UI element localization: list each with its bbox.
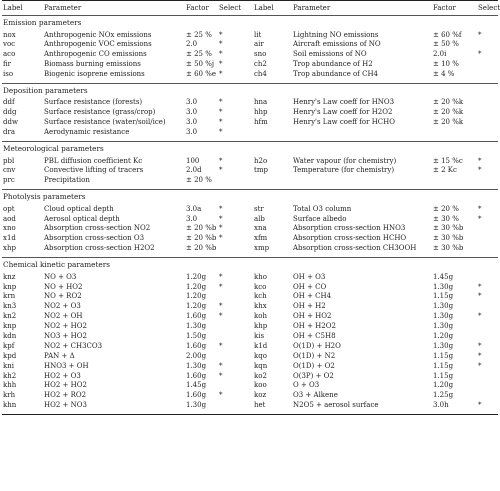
cell-select-right: * [478,341,482,350]
cell-factor: 3.0 [186,98,198,107]
cell-parameter: Anthropogenic NOx emissions [44,30,152,39]
cell-parameter-right: Soil emissions of NO [293,50,367,59]
cell-label: nox [3,30,16,39]
cell-factor-right: 1.30g [433,312,454,321]
header-label: Label [3,4,23,12]
cell-label: dra [3,128,16,137]
table-row [2,50,498,60]
table-row [2,118,498,128]
cell-parameter-right: Absorption cross-section CH3OOH [293,244,417,253]
cell-select: * [219,272,223,281]
cell-parameter: PAN + Δ [44,351,75,360]
table-row [2,98,498,108]
cell-label-right: xna [254,224,267,233]
cell-factor-right: 1.30g [433,282,454,291]
cell-select: * [219,70,223,79]
cell-label-right: air [254,40,264,49]
table-row [2,157,498,167]
cell-parameter: Cloud optical depth [44,204,114,213]
table-row [2,391,498,401]
cell-select-right: * [478,214,482,223]
cell-parameter-right: Absorption cross-section HNO3 [293,224,406,233]
cell-factor-right: 1.30g [433,302,454,311]
cell-factor-right: 1.30g [433,341,454,350]
table-row [2,40,498,50]
cell-factor: 1.45g [186,381,207,390]
cell-factor-right: ± 50 % [433,40,459,49]
cell-parameter: HO2 + O3 [44,371,81,380]
cell-factor: 3.0a [186,204,202,213]
cell-factor: ± 20 %b [186,234,217,243]
cell-label: kh2 [3,371,17,380]
cell-factor-right: ± 60 %f [433,30,462,39]
cell-select: * [219,224,223,233]
cell-label: prc [3,176,15,185]
cell-factor: 1.60g [186,371,207,380]
cell-select: * [219,156,223,165]
table-row [2,401,498,411]
table-row [2,273,498,283]
cell-label: pbl [3,156,15,165]
cell-select: * [219,166,223,175]
cell-parameter-right: OH + H2O2 [293,322,336,331]
cell-select-right: * [478,166,482,175]
cell-parameter-right: Henry's Law coeff for H2O2 [293,108,393,117]
cell-label: iso [3,70,14,79]
cell-parameter: NO2 + CH3CO3 [44,341,103,350]
cell-select: * [219,302,223,311]
cell-label: krh [3,391,16,400]
cell-select: * [219,361,223,370]
cell-parameter: Aerodynamic resistance [44,128,130,137]
table-row [2,128,498,138]
cell-label-right: hna [254,98,268,107]
cell-parameter-right: Total O3 column [293,204,352,213]
cell-label: voc [3,40,16,49]
cell-parameter: Absorption cross-section H2O2 [44,244,155,253]
cell-parameter: NO3 + HO2 [44,331,87,340]
cell-select: * [219,214,223,223]
table-row [2,302,498,312]
cell-factor: 1.60g [186,391,207,400]
cell-label: ddf [3,98,15,107]
cell-factor: ± 20 %b [186,244,217,253]
cell-parameter: Aerosol optical depth [44,214,120,223]
cell-parameter-right: Henry's Law coeff for HNO3 [293,98,395,107]
cell-factor: ± 50 %j [186,60,215,69]
cell-select: * [219,50,223,59]
cell-factor-right: 1.15g [433,371,454,380]
cell-select-right: * [478,292,482,301]
cell-factor: 3.0 [186,214,198,223]
cell-factor: 1.30g [186,401,207,410]
cell-parameter-right: OH + H2 [293,302,326,311]
cell-factor: 3.0 [186,128,198,137]
cell-label-right: ch2 [254,60,267,69]
cell-label-right: h2o [254,156,268,165]
cell-label-right: xmp [254,244,270,253]
cell-select: * [219,128,223,137]
cell-select: * [219,204,223,213]
cell-label-right: koh [254,312,267,321]
cell-select-right: * [478,312,482,321]
cell-label-right: khp [254,322,268,331]
cell-parameter: Anthropogenic CO emissions [44,50,147,59]
cell-label-right: koo [254,381,267,390]
cell-label-right: str [254,204,264,213]
table-bottom-rule [2,414,498,415]
table-row [2,362,498,372]
cell-factor: 100 [186,156,200,165]
cell-label-right: hhp [254,108,268,117]
cell-select: * [219,391,223,400]
cell-label-right: hfm [254,118,268,127]
cell-parameter: Surface resistance (forests) [44,98,143,107]
cell-factor: 3.0 [186,118,198,127]
cell-parameter-right: Water vapour (for chemistry) [293,156,397,165]
cell-label-right: kho [254,272,267,281]
cell-parameter: Biomass burning emissions [44,60,141,69]
cell-factor-right: ± 30 % [433,214,459,223]
cell-factor: 2.0 [186,40,198,49]
cell-factor: 1.20g [186,302,207,311]
cell-factor-right: ± 4 % [433,70,455,79]
header-select: Select [219,4,242,12]
table-body [2,15,498,414]
cell-select: * [219,60,223,69]
header-parameter-right: Parameter [293,4,331,12]
table-row [2,352,498,362]
cell-select: * [219,234,223,243]
cell-parameter: Absorption cross-section NO2 [44,224,151,233]
header-label-right: Label [254,4,274,12]
cell-label: kn2 [3,312,17,321]
cell-parameter-right: O(1D) + N2 [293,351,336,360]
cell-label: xno [3,224,16,233]
cell-factor-right: ± 30 %b [433,224,464,233]
cell-parameter: Anthropogenic VOC emissions [44,40,152,49]
cell-label: opt [3,204,15,213]
cell-factor-right: 1.15g [433,361,454,370]
cell-parameter: Biogenic isoprene emissions [44,70,145,79]
cell-parameter-right: Temperature (for chemistry) [293,166,395,175]
cell-parameter: NO2 + OH [44,312,83,321]
table-row [2,60,498,70]
cell-factor-right: 1.15g [433,351,454,360]
cell-select: * [219,312,223,321]
cell-factor: 1.20g [186,282,207,291]
cell-parameter-right: OH + O3 [293,272,326,281]
cell-select-right: * [478,156,482,165]
cell-label: khh [3,381,17,390]
header-select-right: Select [478,4,500,12]
table-row [2,332,498,342]
cell-factor: 1.30g [186,361,207,370]
cell-factor-right: 1.20g [433,331,454,340]
cell-select-right: * [478,361,482,370]
cell-parameter-right: Aircraft emissions of NO [293,40,381,49]
cell-factor: ± 20 % [186,176,212,185]
table-row [2,224,498,234]
cell-factor-right: 1.25g [433,391,454,400]
cell-select: * [219,108,223,117]
cell-parameter: NO + HO2 [44,282,83,291]
cell-factor-right: ± 10 % [433,60,459,69]
section-title: Emission parameters [3,18,82,27]
cell-factor-right: ± 30 %b [433,234,464,243]
cell-factor-right: 1.20g [433,381,454,390]
cell-parameter-right: O(3P) + O2 [293,371,334,380]
cell-parameter: Absorption cross-section O3 [44,234,145,243]
cell-label: ddw [3,118,18,127]
table-row [2,31,498,41]
cell-select-right: * [478,30,482,39]
cell-parameter-right: O3 + Alkene [293,391,338,400]
cell-select: * [219,282,223,291]
cell-parameter-right: Trop abundance of CH4 [293,70,379,79]
header-factor-right: Factor [433,4,456,12]
parameter-table [2,0,498,415]
cell-label-right: ch4 [254,70,267,79]
cell-parameter-right: OH + HO2 [293,312,332,321]
cell-label: kdn [3,331,17,340]
cell-select-right: * [478,401,482,410]
cell-label: khn [3,401,17,410]
cell-select: * [219,98,223,107]
cell-label: ddg [3,108,17,117]
cell-label: fir [3,60,12,69]
table-row [2,244,498,254]
table-row [2,381,498,391]
cell-label: aco [3,50,16,59]
table-row [2,70,498,80]
cell-label-right: kqn [254,361,268,370]
cell-parameter: NO + RO2 [44,292,82,301]
cell-factor: 1.20g [186,272,207,281]
cell-factor: 1.30g [186,322,207,331]
cell-factor-right: 3.0h [433,401,449,410]
cell-factor-right: ± 20 % [433,204,459,213]
cell-label-right: sno [254,50,267,59]
cell-factor: ± 60 %e [186,70,217,79]
cell-parameter: Convective lifting of tracers [44,166,144,175]
cell-factor: 1.50g [186,331,207,340]
table-row [2,292,498,302]
cell-label: kni [3,361,14,370]
table-row [2,283,498,293]
cell-factor: 2.00g [186,351,207,360]
cell-select-right: * [478,282,482,291]
cell-label-right: kch [254,292,267,301]
cell-parameter: HO2 + NO3 [44,401,87,410]
cell-select: * [219,341,223,350]
cell-factor-right: 1.45g [433,272,454,281]
cell-label-right: alb [254,214,265,223]
cell-select-right: * [478,351,482,360]
section-title: Deposition parameters [3,85,88,95]
cell-label: cnv [3,166,16,175]
cell-label-right: khx [254,302,267,311]
cell-parameter: NO2 + O3 [44,302,81,311]
cell-parameter: Surface resistance (water/soil/ice) [44,118,166,127]
cell-factor-right: 1.30g [433,322,454,331]
cell-label-right: tmp [254,166,268,175]
table-row [2,234,498,244]
cell-factor: ± 25 % [186,30,212,39]
table-row [2,166,498,176]
cell-parameter: HO2 + HO2 [44,381,87,390]
cell-label: x1d [3,234,16,243]
cell-factor-right: ± 30 %b [433,244,464,253]
cell-select: * [219,118,223,127]
cell-select-right: * [478,50,482,59]
cell-label-right: xfm [254,234,268,243]
section-title: Meteorological parameters [3,144,104,154]
cell-label-right: k1d [254,341,268,350]
cell-parameter-right: O(1D) + H2O [293,341,341,350]
cell-label-right: het [254,401,266,410]
cell-select: * [219,371,223,380]
cell-parameter-right: Trop abundance of H2 [293,60,373,69]
cell-parameter-right: Surface albedo [293,214,347,223]
cell-parameter-right: Henry's Law coeff for HCHO [293,118,395,127]
cell-factor-right: ± 20 %k [433,118,464,127]
cell-label-right: kis [254,331,265,340]
table-row [2,205,498,215]
table-row [2,176,498,186]
cell-factor-right: ± 2 Kc [433,166,457,175]
cell-factor-right: ± 20 %k [433,98,464,107]
cell-factor: 2.0d [186,166,202,175]
cell-label: kn3 [3,302,17,311]
cell-factor-right: 2.0i [433,50,447,59]
cell-label: knp [3,322,17,331]
cell-factor-right: ± 15 %c [433,156,463,165]
cell-label: kpf [3,341,15,350]
cell-factor: ± 25 % [186,50,212,59]
cell-label-right: kqo [254,351,267,360]
cell-factor: 1.60g [186,341,207,350]
table-row [2,215,498,225]
table-row [2,312,498,322]
cell-parameter: HO2 + RO2 [44,391,87,400]
cell-label: xhp [3,244,16,253]
cell-label: knp [3,282,17,291]
cell-factor: 3.0 [186,108,198,117]
cell-parameter-right: O + O3 [293,381,320,390]
cell-label-right: ko2 [254,371,267,380]
cell-parameter-right: Lightning NO emissions [293,30,379,39]
cell-parameter-right: N2O5 + aerosol surface [293,401,379,410]
table-header-row [2,1,498,15]
table-row [2,108,498,118]
cell-select-right: * [478,204,482,213]
cell-factor: 1.60g [186,312,207,321]
table-row [2,322,498,332]
cell-factor-right: ± 20 %k [433,108,464,117]
cell-label: aod [3,214,16,223]
cell-parameter: Surface resistance (grass/crop) [44,108,156,117]
cell-parameter-right: OH + C5H8 [293,331,336,340]
cell-factor-right: 1.15g [433,292,454,301]
cell-label: kpd [3,351,17,360]
section-title: Chemical kinetic parameters [3,260,110,270]
section-title: Photolysis parameters [3,192,86,202]
header-factor: Factor [186,4,209,12]
cell-parameter-right: Absorption cross-section HCHO [293,234,407,243]
cell-parameter-right: OH + CO [293,282,327,291]
cell-factor: 1.20g [186,292,207,301]
cell-label-right: kco [254,282,267,291]
table-row [2,372,498,382]
cell-select: * [219,30,223,39]
cell-label-right: lit [254,30,262,39]
cell-select: * [219,40,223,49]
cell-factor: ± 20 %b [186,224,217,233]
cell-label: knz [3,272,16,281]
cell-parameter: Precipitation [44,176,90,185]
table-row [2,342,498,352]
cell-parameter: NO2 + HO2 [44,322,87,331]
cell-label: krn [3,292,16,301]
header-parameter: Parameter [44,4,82,12]
cell-parameter-right: O(1D) + O2 [293,361,335,370]
cell-parameter: PBL diffusion coefficient Kc [44,156,143,165]
cell-parameter: HNO3 + OH [44,361,89,370]
cell-parameter: NO + O3 [44,272,77,281]
cell-label-right: koz [254,391,267,400]
cell-parameter-right: OH + CH4 [293,292,332,301]
